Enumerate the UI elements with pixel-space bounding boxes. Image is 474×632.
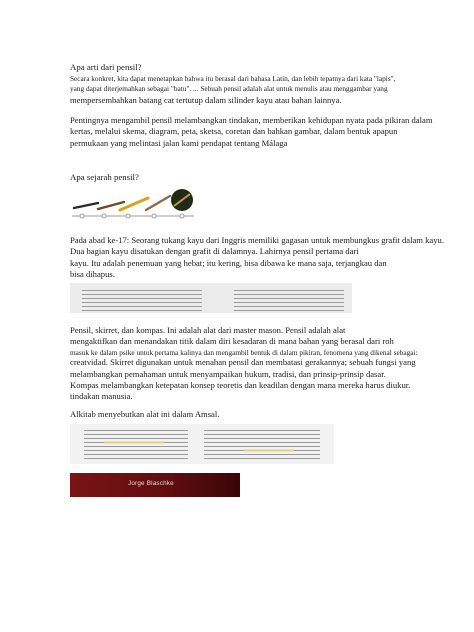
timeline-dot [102,214,106,218]
heading-what-is-pencil: Apa arti dari pensil? [70,62,142,72]
text-line: bisa dihapus. [70,269,115,280]
book-author-label: Jorge Blaschke [128,480,174,487]
paragraph-definition [70,74,410,107]
paragraph-history [70,235,444,280]
text-line: Pentingnya mengambil pensil melambangkan tindakan, memberikan kehidupan nyata pada pikiran dalam [70,115,433,125]
paragraph-mason-tools [70,325,418,380]
text-line: Pensil, skirret, dan kompas. Ini adalah alat dari master mason. Pensil adalah alat [70,325,346,335]
text-line: Kompas melambangkan ketepatan konsep teoretis dan keadilan dengan mana mereka harus diukur. [70,380,411,390]
graphite-stick [74,203,98,208]
scan-column [84,428,188,460]
wood-pencil-1 [98,202,124,209]
scan-column [234,287,344,309]
timeline-dot [80,214,84,218]
text-line: tindakan manusia. [70,391,133,402]
paragraph-bible: Alkitab menyebutkan alat ini dalam Amsal. [70,409,220,419]
scanned-page-image-2 [70,424,334,464]
yellow-pencil [120,198,148,210]
wood-pencil-2 [146,196,170,210]
text-line: kertas, melalui skema, diagram, peta, sketsa, coretan dan bahkan gambar, dalam bentuk apapun [70,126,398,137]
scan-column [204,428,320,460]
pencil-timeline-image [70,186,196,224]
text-line: melambangkan pemahaman untuk menyampaikan hukum, tradisi, dan prinsip-prinsip dasar. [70,368,386,379]
text-line: Pada abad ke-17: Seorang tukang kayu dari Inggris memiliki gagasan untuk membungkus grafit dalam kayu. [70,235,444,245]
text-line: creatvidad. Skirret digunakan untuk menahan pensil dan membatasi gerakannya; sebuah fungsi yang [70,357,416,368]
book-cover-image [70,473,240,497]
paragraph-importance [70,115,433,149]
timeline-dot [126,214,130,218]
scan-column [82,287,202,309]
text-line: masuk ke dalam psike untuk pertama kalinya dan mengambil bentuk di dalam pikiran, fenomena yang dikenal sebagai: [70,347,418,357]
text-line: permukaan yang melintasi jalan kami pendapat tentang Málaga [70,137,288,148]
text-line: kayu. Itu adalah penemuan yang hebat; itu kering, bisa dibawa ke mana saja, terjangkau dan [70,257,387,268]
paragraph-compass [70,380,410,403]
scanned-page-image-1 [70,283,352,313]
text-line: Secara konkret, kita dapat menetapkan bahwa itu berasal dari bahasa Latin, dan lebih tepatnya dari kata "lapis", [70,74,396,83]
text-line: mengaktifkan dan menandakan titik dalam diri kesadaran di mana bahan yang berasal dari roh [70,336,394,347]
text-line: yang dapat diterjemahkan sebagai "batu". ... Sebuah pensil adalah alat untuk menulis atau menggambar yang [70,83,388,93]
text-line: mempersembahkan batang cat tertutup dalam silinder kayu atau bahan lainnya. [70,95,342,106]
timeline-dot [180,214,184,218]
heading-history: Apa sejarah pensil? [70,172,139,182]
text-line: Dua bagian kayu disatukan dengan grafit di dalamnya. Lahirnya pensil pertama dari [70,246,359,257]
timeline-dot [152,214,156,218]
